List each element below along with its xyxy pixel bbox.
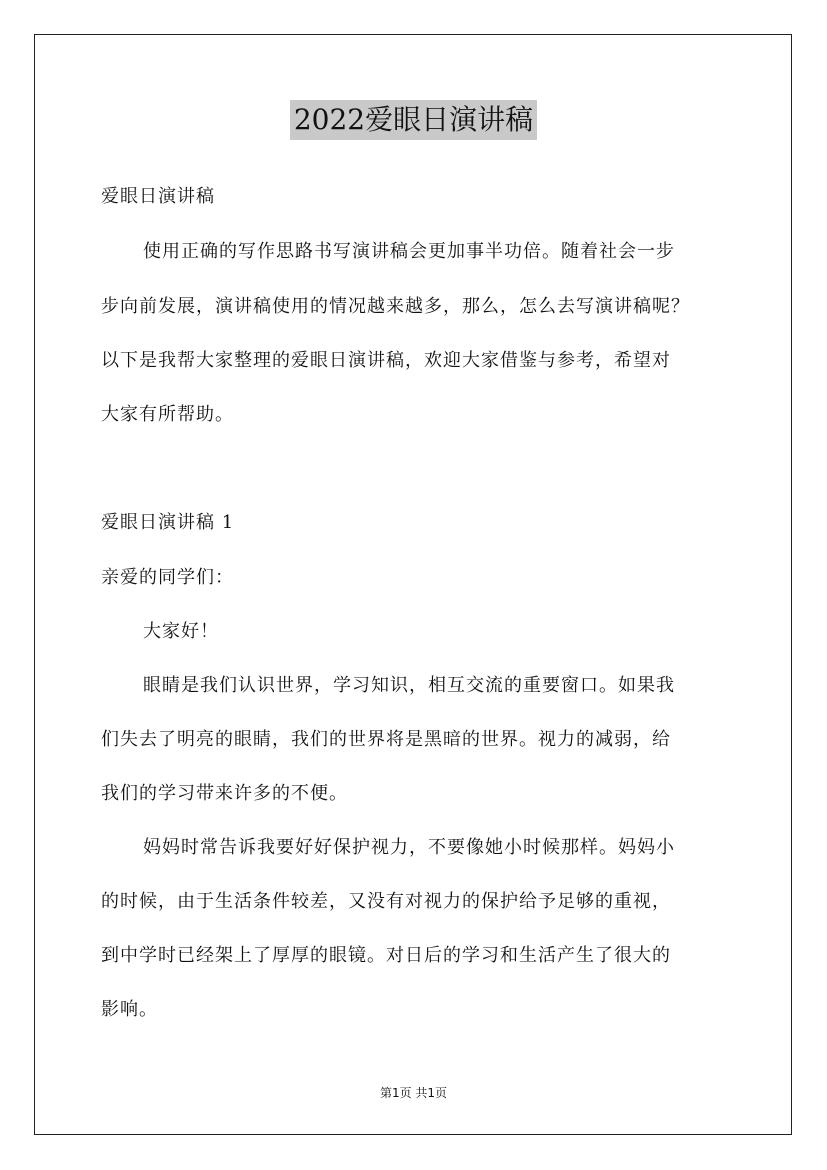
paragraph-line: 妈妈时常告诉我要好好保护视力，不要像她小时候那样。妈妈小 bbox=[143, 837, 675, 858]
intro-line: 步向前发展，演讲稿使用的情况越来越多，那么，怎么去写演讲稿呢？ bbox=[101, 296, 690, 317]
intro-line: 以下是我帮大家整理的爱眼日演讲稿，欢迎大家借鉴与参考，希望对 bbox=[101, 350, 671, 371]
document-title: 2022爱眼日演讲稿 bbox=[290, 100, 537, 140]
title-container bbox=[0, 100, 827, 140]
paragraph-line: 们失去了明亮的眼睛，我们的世界将是黑暗的世界。视力的减弱，给 bbox=[101, 729, 671, 750]
intro-line: 使用正确的写作思路书写演讲稿会更加事半功倍。随着社会一步 bbox=[143, 241, 675, 262]
paragraph-line: 我们的学习带来许多的不便。 bbox=[101, 783, 348, 804]
subtitle: 爱眼日演讲稿 bbox=[101, 186, 215, 207]
paragraph-line: 到中学时已经架上了厚厚的眼镜。对日后的学习和生活产生了很大的 bbox=[101, 945, 671, 966]
intro-line: 大家有所帮助。 bbox=[101, 404, 234, 425]
paragraph-line: 影响。 bbox=[101, 999, 158, 1020]
page-footer: 第1页 共1页 bbox=[379, 1086, 448, 1100]
paragraph-line: 的时候，由于生活条件较差，又没有对视力的保护给予足够的重视， bbox=[101, 891, 671, 912]
section-heading: 爱眼日演讲稿 1 bbox=[101, 512, 235, 533]
paragraph-line: 眼睛是我们认识世界，学习知识，相互交流的重要窗口。如果我 bbox=[143, 675, 675, 696]
greeting: 大家好！ bbox=[143, 621, 219, 642]
salutation: 亲爱的同学们： bbox=[101, 567, 234, 588]
